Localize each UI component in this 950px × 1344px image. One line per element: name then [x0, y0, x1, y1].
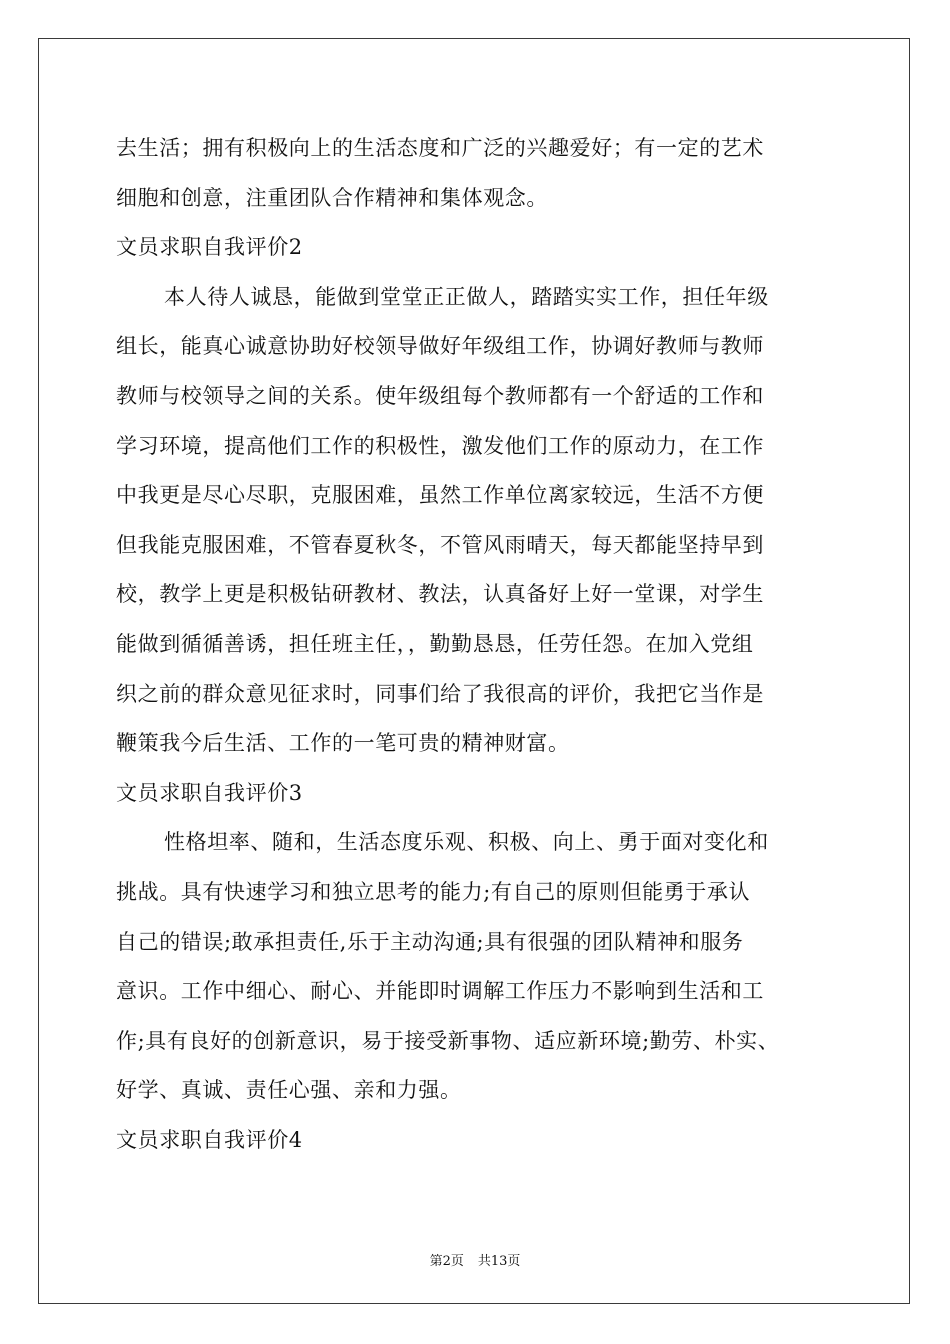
section-heading-4: 文员求职自我评价4: [116, 1127, 303, 1152]
paragraph-line: 中我更是尽心尽职，克服困难，虽然工作单位离家较远，生活不方便: [116, 483, 764, 508]
paragraph-line: 去生活；拥有积极向上的生活态度和广泛的兴趣爱好；有一定的艺术: [116, 136, 764, 160]
page-total: 共13页: [477, 1254, 521, 1269]
paragraph-line: 织之前的群众意见征求时，同事们给了我很高的评价，我把它当作是: [116, 681, 764, 706]
paragraph-line: 性格坦率、随和，生活态度乐观、积极、向上、勇于面对变化和: [164, 830, 769, 855]
paragraph-line: 挑战。具有快速学习和独立思考的能力;有自己的原则但能勇于承认: [116, 879, 751, 904]
page-footer: [0, 1250, 950, 1269]
paragraph-line: 意识。工作中细心、耐心、并能即时调解工作压力不影响到生活和工: [116, 979, 764, 1004]
paragraph-line: 教师与校领导之间的关系。使年级组每个教师都有一个舒适的工作和: [116, 383, 764, 408]
document-body: [116, 124, 836, 1165]
page-number: 第2页: [429, 1254, 464, 1269]
paragraph-line: 自己的错误;敢承担责任,乐于主动沟通;具有很强的团队精神和服务: [116, 929, 744, 954]
paragraph-line: 作;具有良好的创新意识，易于接受新事物、适应新环境;勤劳、朴实、: [116, 1028, 780, 1053]
paragraph-line: 组长，能真心诚意协助好校领导做好年级组工作，协调好教师与教师: [116, 334, 764, 359]
paragraph-line: 但我能克服困难，不管春夏秋冬，不管风雨晴天，每天都能坚持早到: [116, 532, 764, 557]
section-heading-2: 文员求职自我评价2: [116, 235, 303, 260]
paragraph-line: 好学、真诚、责任心强、亲和力强。: [116, 1078, 462, 1103]
paragraph-line: 学习环境，提高他们工作的积极性，激发他们工作的原动力，在工作: [116, 433, 764, 458]
paragraph-line: 鞭策我今后生活、工作的一笔可贵的精神财富。: [116, 731, 570, 756]
paragraph-line: 校，教学上更是积极钻研教材、教法，认真备好上好一堂课，对学生: [116, 582, 764, 607]
paragraph-line: 细胞和创意，注重团队合作精神和集体观念。: [116, 185, 548, 210]
paragraph-line: 能做到循循善诱，担任班主任，，勤勤恳恳，任劳任怨。在加入党组: [116, 631, 754, 656]
paragraph-line: 本人待人诚恳，能做到堂堂正正做人，踏踏实实工作，担任年级: [164, 284, 769, 309]
section-heading-3: 文员求职自我评价3: [116, 780, 303, 805]
